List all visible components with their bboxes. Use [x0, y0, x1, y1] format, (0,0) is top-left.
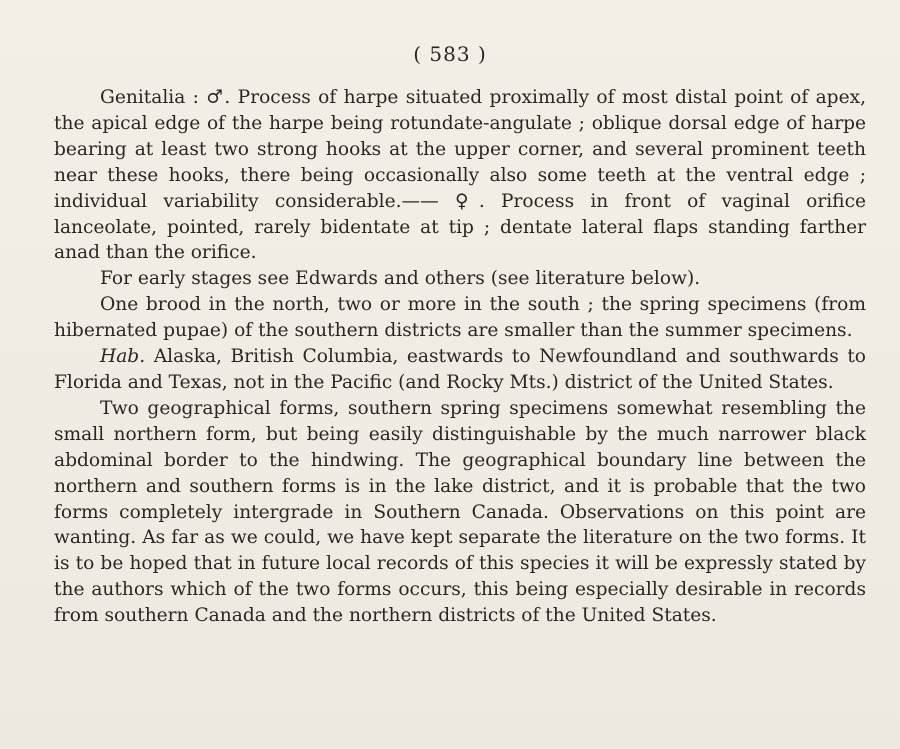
paragraph-early-stages: For early stages see Edwards and others (see literature below).	[100, 268, 701, 290]
paragraph-genitalia: Genitalia : ♂. Process of harpe situated proximally of most distal point of apex, the apical edge of the harpe being rotundate-angulate ; oblique dorsal edge of harpe bearing at least two strong hooks at the upper corner, and several prominent teeth near these hooks, there being occasionally also some teeth at the ventral edge ; individual variability considerable.—— ♀. Process in front of vaginal orifice lanceolate, pointed, rarely bidentate at tip ; dentate lateral flaps standing farther anad than the orifice.	[54, 87, 866, 264]
habitat-text: Alaska, British Columbia, eastwards to Newfoundland and southwards to Florida and Texas, not in the Pacific (and Rocky Mts.) district of the United States.	[54, 346, 866, 393]
page-number: ( 583 )	[413, 42, 487, 66]
paragraph-habitat	[54, 344, 866, 396]
paragraph-forms: Two geographical forms, southern spring specimens somewhat resembling the small northern form, but being easily distinguishable by the much narrower black abdominal border to the hindwing. The geographical boundary line between the northern and southern forms is in the lake district, and it is probable that the two forms completely intergrade in Southern Canada. Observations on this point are wanting. As far as we could, we have kept separate the literature on the two forms. It is to be hoped that in future local records of this species it will be expressly stated by the authors which of the two forms occurs, this being especially desirable in records from southern Canada and the northern districts of the United States.	[54, 397, 866, 627]
habitat-label: Hab.	[100, 346, 146, 368]
paragraph-broods: One brood in the north, two or more in the south ; the spring specimens (from hibernated pupae) of the southern districts are smaller than the summer specimens.	[54, 294, 866, 342]
body-text	[54, 85, 866, 629]
